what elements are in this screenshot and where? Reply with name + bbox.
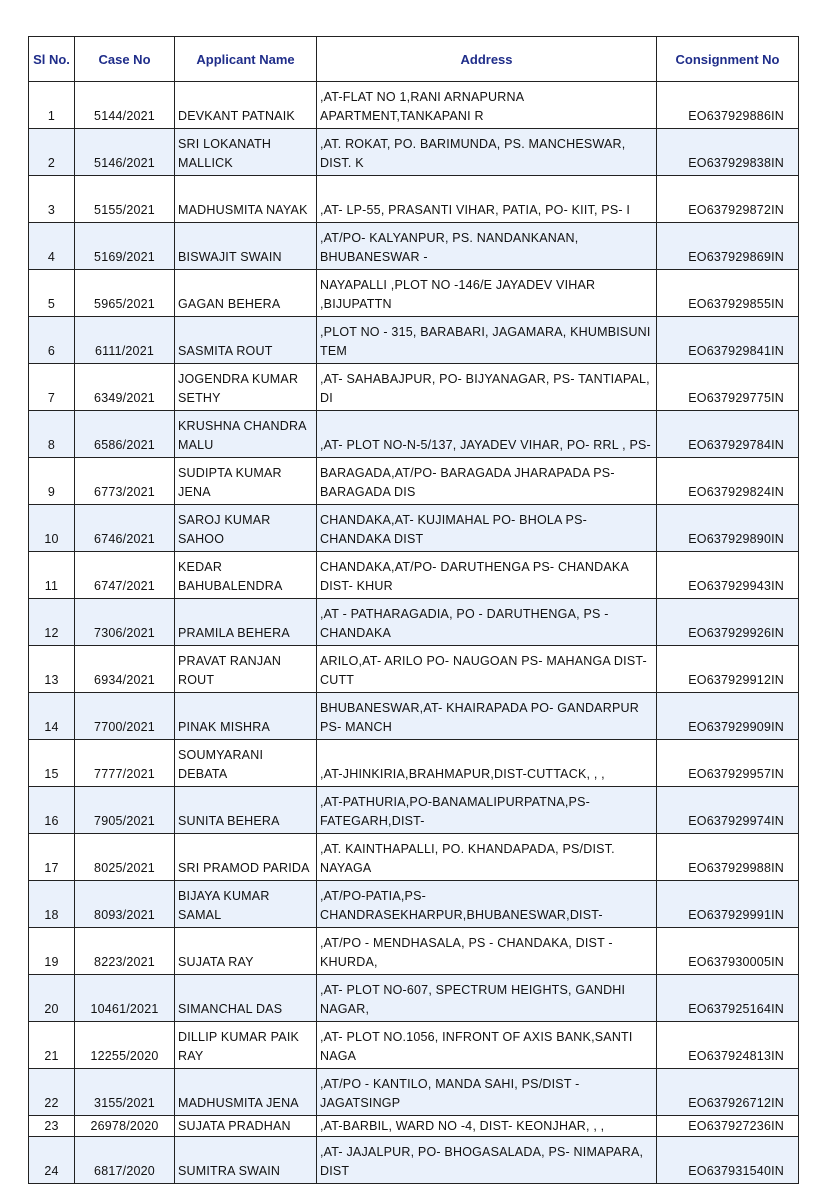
applicant-name-cell: MADHUSMITA JENA: [175, 1069, 317, 1116]
applicant-name-cell: PRAMILA BEHERA: [175, 599, 317, 646]
address-cell: CHANDAKA,AT- KUJIMAHAL PO- BHOLA PS- CHANDAKA DIST: [317, 505, 657, 552]
consignment-table-sheet: [28, 36, 798, 1184]
applicant-name-cell: SOUMYARANI DEBATA: [175, 740, 317, 787]
consignment-no-cell: EO637929841IN: [657, 317, 799, 364]
table-row: [29, 834, 799, 881]
consignment-no-cell: EO637929974IN: [657, 787, 799, 834]
consignment-no-cell: EO637930005IN: [657, 928, 799, 975]
consignment-no-cell: EO637929909IN: [657, 693, 799, 740]
applicant-name-cell: KEDAR BAHUBALENDRA: [175, 552, 317, 599]
consignment-no-cell: EO637929855IN: [657, 270, 799, 317]
consignment-no-cell: EO637929872IN: [657, 176, 799, 223]
address-cell: ,AT/PO-PATIA,PS- CHANDRASEKHARPUR,BHUBANESWAR,DIST-: [317, 881, 657, 928]
consignment-no-cell: EO637925164IN: [657, 975, 799, 1022]
consignment-no-cell: EO637929890IN: [657, 505, 799, 552]
table-row: [29, 1116, 799, 1137]
sl-no-cell: 23: [29, 1116, 75, 1137]
consignment-no-cell: EO637929926IN: [657, 599, 799, 646]
address-cell: ,AT- PLOT NO.1056, INFRONT OF AXIS BANK,SANTI NAGA: [317, 1022, 657, 1069]
sl-no-cell: 8: [29, 411, 75, 458]
case-no-cell: 6934/2021: [75, 646, 175, 693]
table-row: [29, 505, 799, 552]
table-row: [29, 129, 799, 176]
consignment-no-cell: EO637929943IN: [657, 552, 799, 599]
address-cell: ,AT- SAHABAJPUR, PO- BIJYANAGAR, PS- TANTIAPAL, DI: [317, 364, 657, 411]
applicant-name-cell: MADHUSMITA NAYAK: [175, 176, 317, 223]
applicant-name-cell: SUMITRA SWAIN: [175, 1137, 317, 1184]
table-row: [29, 364, 799, 411]
address-cell: ,AT- PLOT NO-607, SPECTRUM HEIGHTS, GANDHI NAGAR,: [317, 975, 657, 1022]
consignment-table: [28, 36, 799, 1184]
sl-no-cell: 7: [29, 364, 75, 411]
applicant-name-cell: DILLIP KUMAR PAIK RAY: [175, 1022, 317, 1069]
case-no-cell: 5965/2021: [75, 270, 175, 317]
case-no-cell: 3155/2021: [75, 1069, 175, 1116]
consignment-no-cell: EO637929869IN: [657, 223, 799, 270]
consignment-no-cell: EO637929991IN: [657, 881, 799, 928]
address-cell: ,PLOT NO - 315, BARABARI, JAGAMARA, KHUMBISUNI TEM: [317, 317, 657, 364]
sl-no-cell: 17: [29, 834, 75, 881]
case-no-cell: 6349/2021: [75, 364, 175, 411]
address-cell: NAYAPALLI ,PLOT NO -146/E JAYADEV VIHAR ,BIJUPATTN: [317, 270, 657, 317]
address-cell: ,AT/PO - MENDHASALA, PS - CHANDAKA, DIST - KHURDA,: [317, 928, 657, 975]
header-consignment-no: Consignment No: [657, 37, 799, 82]
case-no-cell: 7905/2021: [75, 787, 175, 834]
consignment-no-cell: EO637924813IN: [657, 1022, 799, 1069]
case-no-cell: 5155/2021: [75, 176, 175, 223]
consignment-no-cell: EO637927236IN: [657, 1116, 799, 1137]
case-no-cell: 7700/2021: [75, 693, 175, 740]
case-no-cell: 12255/2020: [75, 1022, 175, 1069]
sl-no-cell: 18: [29, 881, 75, 928]
consignment-no-cell: EO637929886IN: [657, 82, 799, 129]
case-no-cell: 6111/2021: [75, 317, 175, 364]
table-row: [29, 881, 799, 928]
case-no-cell: 10461/2021: [75, 975, 175, 1022]
applicant-name-cell: JOGENDRA KUMAR SETHY: [175, 364, 317, 411]
table-row: [29, 1022, 799, 1069]
header-address: Address: [317, 37, 657, 82]
table-row: [29, 693, 799, 740]
consignment-no-cell: EO637929838IN: [657, 129, 799, 176]
sl-no-cell: 14: [29, 693, 75, 740]
consignment-no-cell: EO637929784IN: [657, 411, 799, 458]
consignment-no-cell: EO637929775IN: [657, 364, 799, 411]
address-cell: ,AT- JAJALPUR, PO- BHOGASALADA, PS- NIMAPARA, DIST: [317, 1137, 657, 1184]
case-no-cell: 7306/2021: [75, 599, 175, 646]
sl-no-cell: 11: [29, 552, 75, 599]
sl-no-cell: 6: [29, 317, 75, 364]
sl-no-cell: 9: [29, 458, 75, 505]
applicant-name-cell: SAROJ KUMAR SAHOO: [175, 505, 317, 552]
applicant-name-cell: DEVKANT PATNAIK: [175, 82, 317, 129]
sl-no-cell: 12: [29, 599, 75, 646]
sl-no-cell: 3: [29, 176, 75, 223]
address-cell: ,AT- PLOT NO-N-5/137, JAYADEV VIHAR, PO- RRL , PS-: [317, 411, 657, 458]
sl-no-cell: 13: [29, 646, 75, 693]
address-cell: ,AT-FLAT NO 1,RANI ARNAPURNA APARTMENT,TANKAPANI R: [317, 82, 657, 129]
sl-no-cell: 1: [29, 82, 75, 129]
applicant-name-cell: GAGAN BEHERA: [175, 270, 317, 317]
table-row: [29, 928, 799, 975]
case-no-cell: 7777/2021: [75, 740, 175, 787]
address-cell: CHANDAKA,AT/PO- DARUTHENGA PS- CHANDAKA DIST- KHUR: [317, 552, 657, 599]
table-row: [29, 458, 799, 505]
table-body: [29, 82, 799, 1184]
case-no-cell: 8025/2021: [75, 834, 175, 881]
sl-no-cell: 19: [29, 928, 75, 975]
case-no-cell: 6817/2020: [75, 1137, 175, 1184]
table-row: [29, 1069, 799, 1116]
case-no-cell: 8223/2021: [75, 928, 175, 975]
case-no-cell: 6773/2021: [75, 458, 175, 505]
applicant-name-cell: SRI LOKANATH MALLICK: [175, 129, 317, 176]
consignment-no-cell: EO637931540IN: [657, 1137, 799, 1184]
consignment-no-cell: EO637926712IN: [657, 1069, 799, 1116]
address-cell: ,AT-PATHURIA,PO-BANAMALIPURPATNA,PS- FATEGARH,DIST-: [317, 787, 657, 834]
applicant-name-cell: SUNITA BEHERA: [175, 787, 317, 834]
table-row: [29, 787, 799, 834]
applicant-name-cell: SUJATA PRADHAN: [175, 1116, 317, 1137]
applicant-name-cell: SUDIPTA KUMAR JENA: [175, 458, 317, 505]
consignment-no-cell: EO637929957IN: [657, 740, 799, 787]
header-applicant-name: Applicant Name: [175, 37, 317, 82]
applicant-name-cell: PRAVAT RANJAN ROUT: [175, 646, 317, 693]
sl-no-cell: 16: [29, 787, 75, 834]
sl-no-cell: 2: [29, 129, 75, 176]
address-cell: ,AT- LP-55, PRASANTI VIHAR, PATIA, PO- KIIT, PS- I: [317, 176, 657, 223]
sl-no-cell: 24: [29, 1137, 75, 1184]
sl-no-cell: 22: [29, 1069, 75, 1116]
table-header-row: [29, 37, 799, 82]
sl-no-cell: 5: [29, 270, 75, 317]
address-cell: ,AT/PO- KALYANPUR, PS. NANDANKANAN, BHUBANESWAR -: [317, 223, 657, 270]
header-case-no: Case No: [75, 37, 175, 82]
address-cell: ,AT-BARBIL, WARD NO -4, DIST- KEONJHAR, , ,: [317, 1116, 657, 1137]
table-row: [29, 82, 799, 129]
sl-no-cell: 4: [29, 223, 75, 270]
case-no-cell: 6586/2021: [75, 411, 175, 458]
table-row: [29, 270, 799, 317]
sl-no-cell: 21: [29, 1022, 75, 1069]
address-cell: ,AT. ROKAT, PO. BARIMUNDA, PS. MANCHESWAR, DIST. K: [317, 129, 657, 176]
case-no-cell: 5169/2021: [75, 223, 175, 270]
consignment-no-cell: EO637929912IN: [657, 646, 799, 693]
address-cell: ARILO,AT- ARILO PO- NAUGOAN PS- MAHANGA DIST- CUTT: [317, 646, 657, 693]
case-no-cell: 6747/2021: [75, 552, 175, 599]
table-row: [29, 223, 799, 270]
sl-no-cell: 20: [29, 975, 75, 1022]
applicant-name-cell: KRUSHNA CHANDRA MALU: [175, 411, 317, 458]
table-row: [29, 317, 799, 364]
applicant-name-cell: SUJATA RAY: [175, 928, 317, 975]
sl-no-cell: 15: [29, 740, 75, 787]
table-row: [29, 740, 799, 787]
case-no-cell: 5146/2021: [75, 129, 175, 176]
header-sl-no: Sl No.: [29, 37, 75, 82]
case-no-cell: 8093/2021: [75, 881, 175, 928]
applicant-name-cell: SRI PRAMOD PARIDA: [175, 834, 317, 881]
table-row: [29, 411, 799, 458]
applicant-name-cell: BISWAJIT SWAIN: [175, 223, 317, 270]
sl-no-cell: 10: [29, 505, 75, 552]
case-no-cell: 26978/2020: [75, 1116, 175, 1137]
applicant-name-cell: BIJAYA KUMAR SAMAL: [175, 881, 317, 928]
applicant-name-cell: SIMANCHAL DAS: [175, 975, 317, 1022]
address-cell: ,AT/PO - KANTILO, MANDA SAHI, PS/DIST - JAGATSINGP: [317, 1069, 657, 1116]
consignment-no-cell: EO637929988IN: [657, 834, 799, 881]
address-cell: ,AT. KAINTHAPALLI, PO. KHANDAPADA, PS/DIST. NAYAGA: [317, 834, 657, 881]
table-row: [29, 599, 799, 646]
table-row: [29, 975, 799, 1022]
consignment-no-cell: EO637929824IN: [657, 458, 799, 505]
applicant-name-cell: PINAK MISHRA: [175, 693, 317, 740]
case-no-cell: 5144/2021: [75, 82, 175, 129]
address-cell: ,AT-JHINKIRIA,BRAHMAPUR,DIST-CUTTACK, , ,: [317, 740, 657, 787]
address-cell: BHUBANESWAR,AT- KHAIRAPADA PO- GANDARPUR PS- MANCH: [317, 693, 657, 740]
table-row: [29, 1137, 799, 1184]
address-cell: BARAGADA,AT/PO- BARAGADA JHARAPADA PS- BARAGADA DIS: [317, 458, 657, 505]
table-row: [29, 552, 799, 599]
address-cell: ,AT - PATHARAGADIA, PO - DARUTHENGA, PS - CHANDAKA: [317, 599, 657, 646]
case-no-cell: 6746/2021: [75, 505, 175, 552]
applicant-name-cell: SASMITA ROUT: [175, 317, 317, 364]
table-row: [29, 646, 799, 693]
table-row: [29, 176, 799, 223]
